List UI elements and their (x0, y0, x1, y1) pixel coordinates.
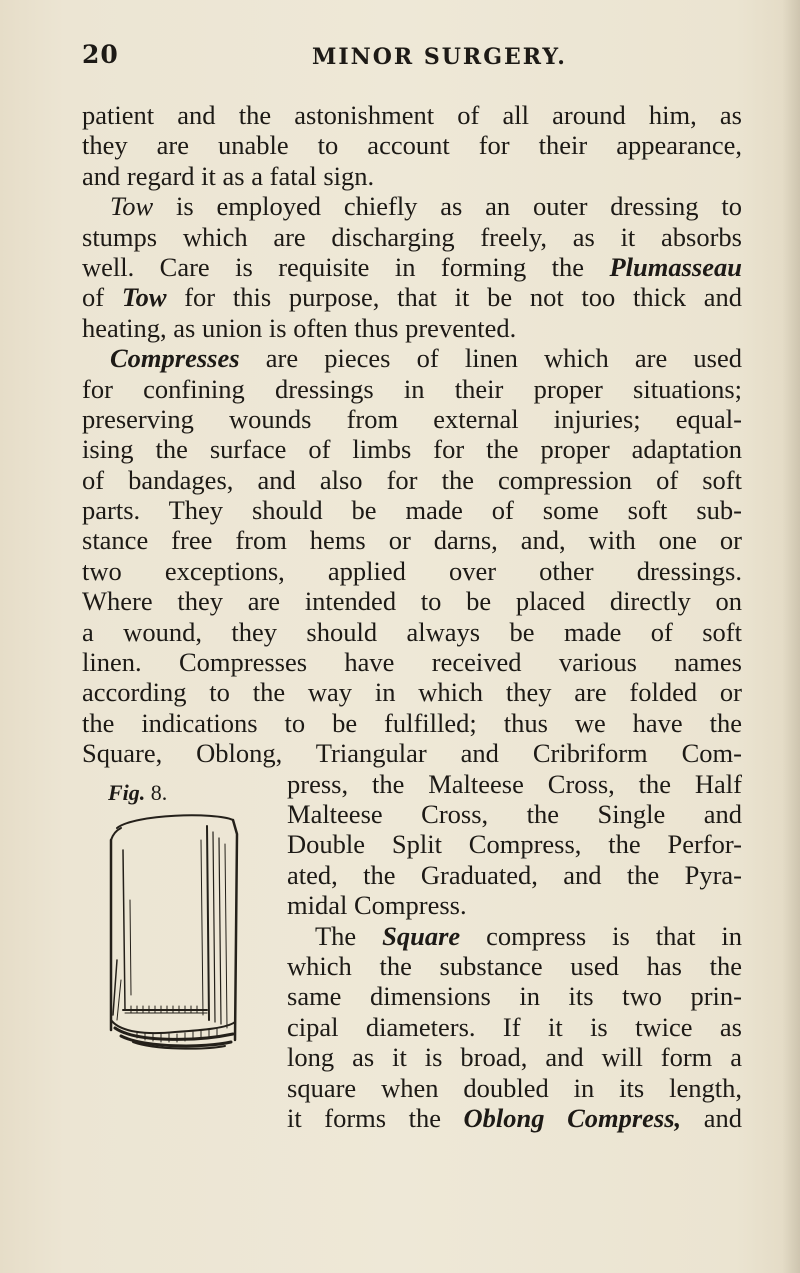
text-span: The (315, 920, 383, 951)
text-line (82, 191, 742, 221)
text-span: and (681, 1102, 742, 1133)
text-span: is employed chiefly as an outer dressing to (153, 191, 742, 222)
page-edge-shadow (782, 0, 800, 1273)
term-oblong-compress: Oblong Compress, (463, 1102, 682, 1133)
text-span: well. Care is requisite in forming the (82, 251, 610, 282)
text-line: and regard it as a fatal sign. (82, 160, 375, 191)
text-line: of bandages, and also for the compression of soft (82, 464, 742, 495)
figure-caption-label: Fig. (108, 780, 146, 805)
text-line: Malteese Cross, the Single and (287, 798, 742, 829)
text-line: ated, the Graduated, and the Pyra- (287, 859, 742, 890)
text-line: square when doubled in its length, (287, 1072, 742, 1103)
term-tow: Tow (110, 191, 154, 222)
text-line: according to the way in which they are folded or (82, 677, 742, 708)
text-line: they are unable to account for their appearance, (82, 130, 742, 161)
text-line: preserving wounds from external injuries; equal- (82, 403, 742, 434)
text-line: Square, Oblong, Triangular and Cribriform Com- (82, 738, 742, 769)
text-line: press, the Malteese Cross, the Half (287, 768, 742, 799)
text-line: ising the surface of limbs for the proper adaptation (82, 434, 742, 465)
term-compresses: Compresses (110, 343, 240, 374)
text-line: for confining dressings in their proper situations; (82, 373, 742, 404)
text-line (82, 282, 742, 312)
text-line: cipal diameters. If it is twice as (287, 1011, 742, 1042)
text-line (82, 252, 742, 282)
text-line: stumps which are discharging freely, as it absorbs (82, 221, 742, 252)
text-span: for this purpose, that it be not too thick and (166, 282, 742, 313)
page-number: 20 (82, 40, 119, 69)
page-header (82, 40, 732, 80)
text-line (287, 1103, 742, 1133)
text-line: Where they are intended to be placed directly on (82, 586, 742, 617)
term-square: Square (382, 920, 461, 951)
term-tow: Tow (121, 282, 167, 313)
text-line (82, 343, 742, 373)
text-line: heating, as union is often thus prevented. (82, 312, 517, 343)
text-span: of (82, 282, 122, 313)
text-line: stance free from hems or darns, and, with one or (82, 525, 742, 556)
text-span: it forms the (287, 1102, 464, 1133)
text-line: Double Split Compress, the Perfor- (287, 829, 742, 860)
text-span: compress is that in (460, 920, 742, 951)
figure-caption-number: 8. (150, 780, 168, 805)
compress-illustration (75, 810, 255, 1055)
text-line (287, 921, 742, 951)
text-span: are pieces of linen which are used (239, 343, 742, 374)
text-line: the indications to be fulfilled; thus we have the (82, 707, 742, 738)
text-line: parts. They should be made of some soft sub- (82, 495, 742, 526)
text-line: long as it is broad, and will form a (287, 1042, 742, 1073)
text-line: two exceptions, applied over other dressings. (82, 555, 742, 586)
text-line: a wound, they should always be made of soft (82, 616, 742, 647)
running-head: MINOR SURGERY. (312, 44, 567, 70)
term-plumasseau: Plumasseau (609, 251, 742, 282)
text-line: same dimensions in its two prin- (287, 981, 742, 1012)
text-line: midal Compress. (287, 890, 467, 921)
text-line: patient and the astonishment of all around him, as (82, 100, 742, 130)
text-line: linen. Compresses have received various names (82, 647, 742, 678)
figure-caption (108, 780, 167, 806)
text-line: which the substance used has the (287, 950, 742, 981)
